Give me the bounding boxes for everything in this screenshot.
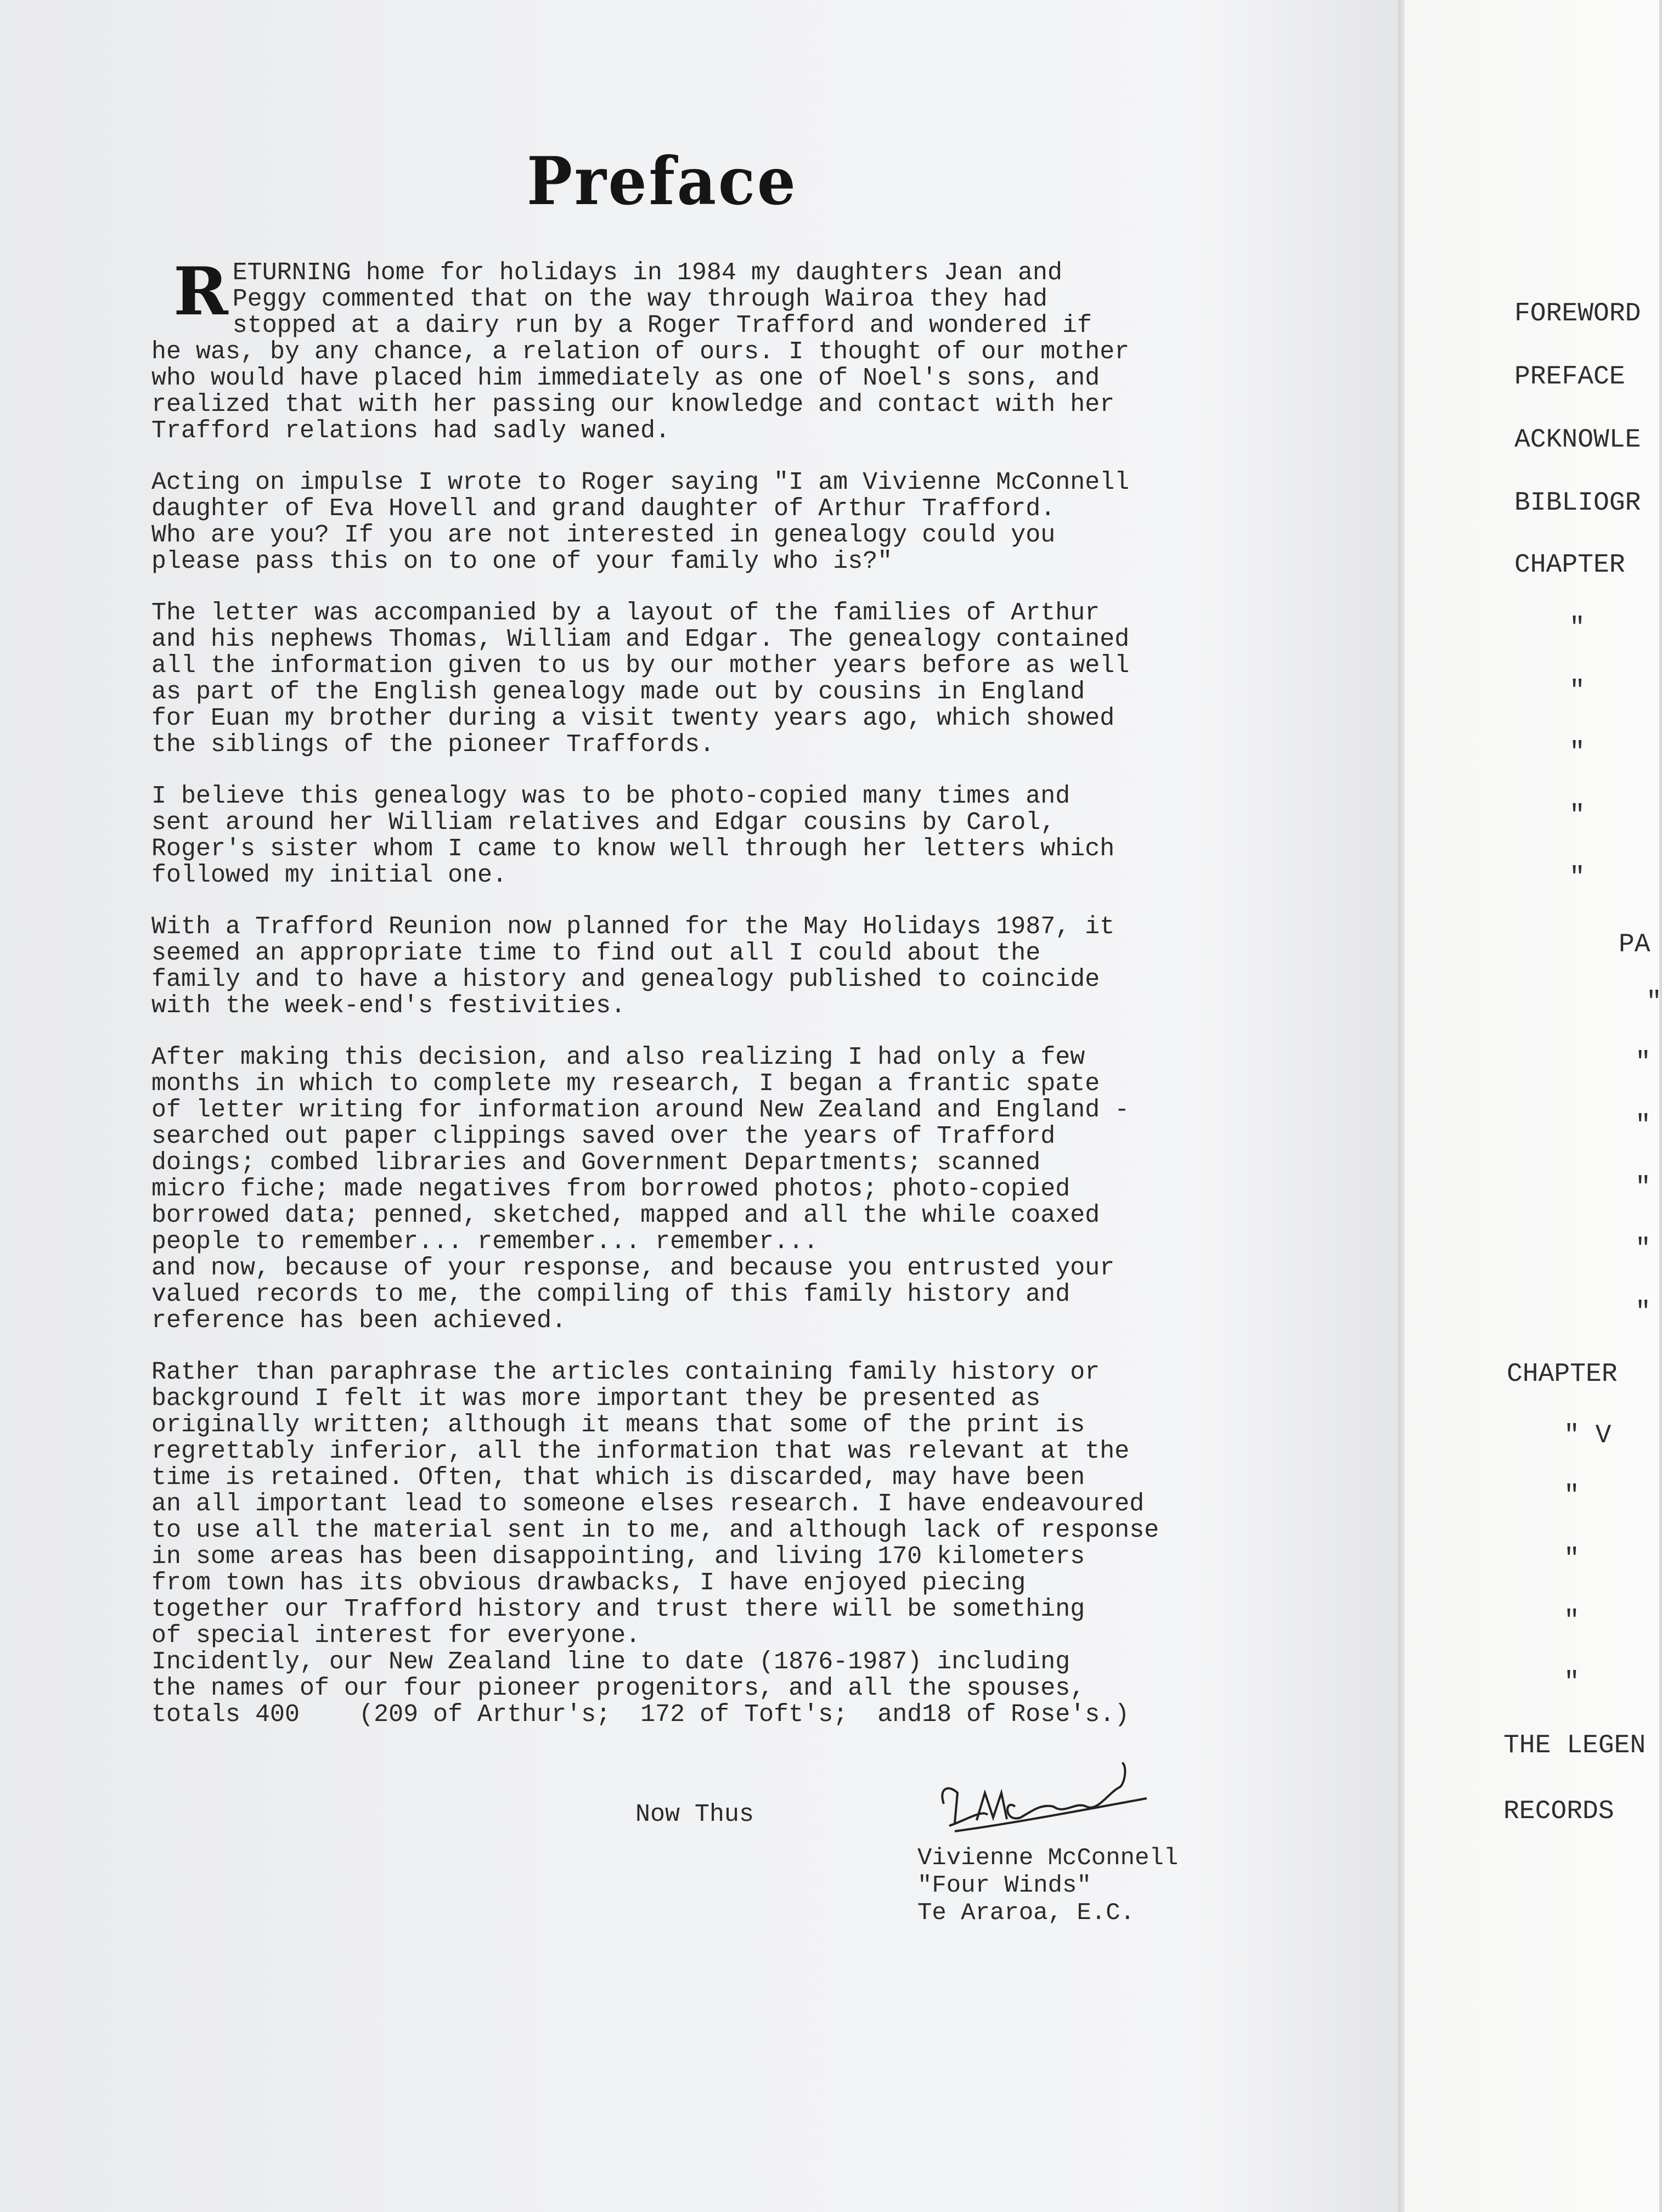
contents-item: " bbox=[1635, 1297, 1651, 1327]
contents-item: PREFACE bbox=[1514, 362, 1625, 392]
paragraph-6: After making this decision, and also realizing I had only a few months in which to complete my research, I began a frantic spate of letter writing for information around New Zealand and England - searched out paper clippings saved over the years of Trafford doings; combed libraries and Government Departments; scanned micro fiche; made negatives from borrowed photos; photo-copied borrowed data; penned, sketched, mapped and all the while coaxed people to remember... remember... remember... and now, because of your response, and because you entrusted your valued records to me, the compiling of this family history and reference has been achieved. bbox=[151, 1043, 1130, 1335]
contents-item: " bbox=[1569, 863, 1585, 893]
paragraph-2: Acting on impulse I wrote to Roger saying "I am Vivienne McConnell daughter of Eva Hovell and grand daughter of Arthur Trafford. Who are you? If you are not interested in genealogy could you please pass this on to one of your family who is?" bbox=[151, 469, 1130, 575]
totals-line: totals 400 (209 of Arthur's; 172 of Toft's; and18 of Rose's.) bbox=[151, 1701, 1130, 1729]
contents-item: PA bbox=[1619, 930, 1650, 960]
signoff-house: "Four Winds" bbox=[917, 1872, 1091, 1899]
contents-item: " V bbox=[1564, 1421, 1612, 1451]
contents-item: " bbox=[1564, 1481, 1580, 1511]
contents-item: CHAPTER bbox=[1514, 550, 1625, 580]
signoff-location: Te Araroa, E.C. bbox=[917, 1899, 1135, 1927]
contents-item: RECORDS bbox=[1503, 1797, 1614, 1826]
contents-item: " bbox=[1564, 1668, 1580, 1697]
contents-item: " bbox=[1569, 676, 1585, 706]
contents-item: BIBLIOGR bbox=[1514, 488, 1641, 518]
contents-item: FOREWORD bbox=[1514, 299, 1641, 329]
paragraph-1 bbox=[151, 253, 1238, 445]
contents-item: THE LEGEN bbox=[1503, 1731, 1646, 1760]
contents-item: " bbox=[1564, 1544, 1580, 1574]
signature bbox=[933, 1754, 1163, 1848]
contents-item: " bbox=[1635, 1173, 1651, 1203]
contents-item: " bbox=[1569, 613, 1585, 643]
paragraph-7: Rather than paraphrase the articles containing family history or background I felt it was more important they be presented as originally written; although it means that some of the print is regrettably inferior, all the information that was relevant at the time is retained. Often, that which is discarded, may have been an all important lead to someone elses research. I have endeavoured to use all the material sent in to me, and although lack of response in some areas has been disappointing, and living 170 kilometers from town has its obvious drawbacks, I have enjoyed piecing together our Trafford history and trust there will be something of special interest for everyone. bbox=[151, 1358, 1159, 1650]
closing-phrase: Now Thus bbox=[635, 1801, 754, 1829]
contents-item: " bbox=[1646, 988, 1662, 1017]
contents-item: ACKNOWLE bbox=[1514, 425, 1641, 455]
contents-item: " bbox=[1635, 1048, 1651, 1077]
paragraph-8: Incidently, our New Zealand line to date (1876-1987) including the names of our four pioneer progenitors, and all the spouses, bbox=[151, 1648, 1085, 1702]
paragraph-4: I believe this genealogy was to be photo-copied many times and sent around her William relatives and Edgar cousins by Carol, Roger's sister whom I came to know well through her letters which followed my initial one. bbox=[151, 782, 1115, 889]
signoff-block bbox=[917, 1844, 1178, 1927]
paragraph-1-text: ETURNING home for holidays in 1984 my daughters Jean and Peggy commented that on the way through Wairoa they had stopped at a dairy run by a Roger Trafford and wondered if he was, by any chance, a relation of ours. I thought of our mother who would have placed him immediately as one of Noel's sons, and realized that with her passing our knowledge and contact with her Trafford relations had sadly waned. bbox=[151, 259, 1130, 445]
contents-item: CHAPTER bbox=[1507, 1359, 1618, 1389]
contents-item: " bbox=[1569, 801, 1585, 831]
paragraph-3: The letter was accompanied by a layout of the families of Arthur and his nephews Thomas, William and Edgar. The genealogy contained all the information given to us by our mother years before as well as part of the English genealogy made out by cousins in England for Euan my brother during a visit twenty years ago, which showed the siblings of the pioneer Traffords. bbox=[151, 599, 1130, 759]
contents-item: " bbox=[1564, 1606, 1580, 1636]
contents-item: " bbox=[1569, 738, 1585, 768]
contents-page bbox=[1405, 0, 1662, 2212]
preface-body bbox=[151, 253, 1238, 1729]
contents-item: " bbox=[1635, 1111, 1651, 1141]
page-title: Preface bbox=[527, 143, 798, 220]
contents-item: " bbox=[1635, 1234, 1651, 1264]
signoff-name: Vivienne McConnell bbox=[917, 1844, 1179, 1872]
paragraph-5: With a Trafford Reunion now planned for the May Holidays 1987, it seemed an appropriate time to find out all I could about the family and to have a history and genealogy published to coincide with the week-end's festivities. bbox=[151, 913, 1115, 1020]
drop-cap: R bbox=[173, 253, 228, 330]
